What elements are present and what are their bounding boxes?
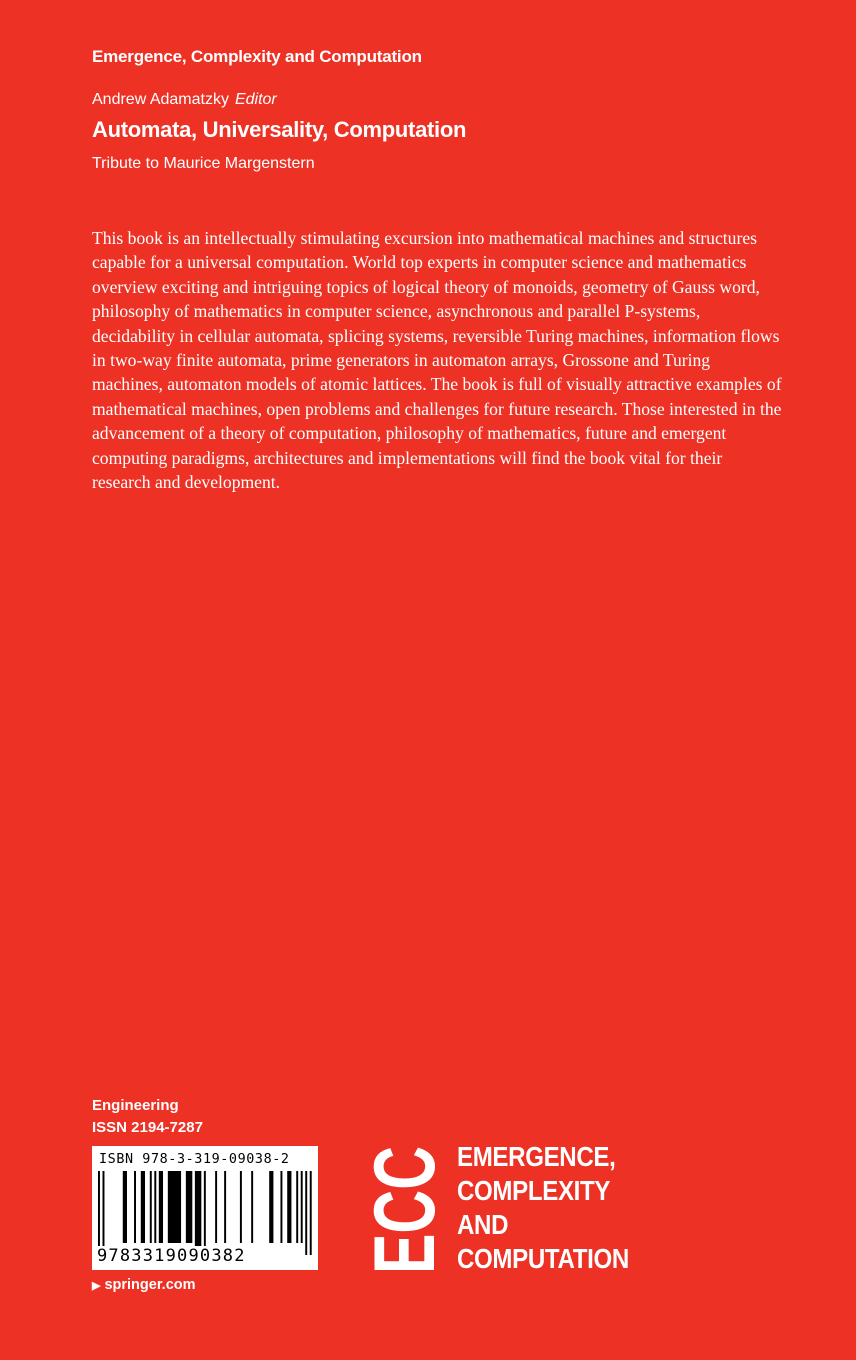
barcode-bar <box>280 1171 282 1243</box>
issn: ISSN 2194-7287 <box>92 1119 203 1136</box>
barcode-bar <box>98 1171 100 1255</box>
barcode-bar <box>154 1171 156 1243</box>
publisher-site: springer.com <box>104 1277 196 1293</box>
barcode-bar <box>296 1171 298 1243</box>
barcode-bar <box>240 1171 242 1243</box>
ecc-logo-mark <box>356 1092 453 1275</box>
series-title: Emergence, Complexity and Computation <box>92 47 422 66</box>
publisher-link[interactable] <box>92 1277 196 1293</box>
barcode-bar <box>159 1171 163 1243</box>
barcode <box>92 1146 318 1270</box>
ecc-name-line-4: COMPUTATION <box>457 1243 629 1274</box>
ecc-name-line-2: COMPLEXITY <box>457 1175 611 1206</box>
book-title: Automata, Universality, Computation <box>92 117 467 142</box>
barcode-bar <box>224 1171 226 1243</box>
ecc-name-line-3: AND <box>457 1209 509 1240</box>
barcode-bar <box>305 1171 307 1255</box>
ecc-name <box>457 1140 629 1276</box>
barcode-bar <box>123 1171 127 1243</box>
barcode-bar <box>204 1171 206 1255</box>
editor-role: Editor <box>234 91 277 108</box>
editor-name: Andrew Adamatzky <box>92 91 229 108</box>
barcode-bar <box>103 1171 105 1255</box>
ecc-letters: ECC <box>357 1092 453 1274</box>
ecc-name-line-1: EMERGENCE, <box>457 1141 616 1172</box>
barcode-bar <box>287 1171 291 1243</box>
barcode-bar <box>195 1171 201 1255</box>
barcode-bar <box>310 1171 312 1255</box>
barcode-bar <box>134 1171 136 1243</box>
barcode-bar <box>269 1171 273 1243</box>
subject-category: Engineering <box>92 1097 179 1114</box>
triangle-right-icon: ▶ <box>92 1280 101 1292</box>
barcode-bar <box>215 1171 217 1243</box>
isbn-text: ISBN 978-3-319-09038-2 <box>99 1152 290 1167</box>
book-subtitle: Tribute to Maurice Margenstern <box>92 155 315 172</box>
editor-line <box>92 91 277 109</box>
barcode-bar <box>141 1171 145 1243</box>
barcode-bar <box>301 1171 303 1243</box>
barcode-bars <box>98 1171 312 1255</box>
ecc-logo <box>356 1092 453 1275</box>
barcode-bar <box>168 1171 181 1243</box>
barcode-digits: 9783319090382 <box>97 1246 246 1266</box>
barcode-bar <box>251 1171 253 1243</box>
barcode-bar <box>186 1171 192 1243</box>
book-blurb: This book is an intellectually stimulating excursion into mathematical machines and structures capable for a universal computation. World top experts in computer science and mathematics overview exciting and intriguing topics of logical theory of monoids, geometry of Gauss word, philosophy of mathematics in computer science, asynchronous and parallel P-systems, decidability in cellular automata, splicing systems, reversible Turing machines, information flows in two-way finite automata, prime generators in automaton arrays, Grossone and Turing machines, automaton models of atomic lattices. The book is full of visually attractive examples of mathematical machines, open problems and challenges for future research. Those interested in the advancement of a theory of computation, philosophy of mathematics, future and emergent computing paradigms, architectures and implementations will find the book vital for their research and development. <box>92 228 782 493</box>
barcode-bar <box>150 1171 152 1243</box>
